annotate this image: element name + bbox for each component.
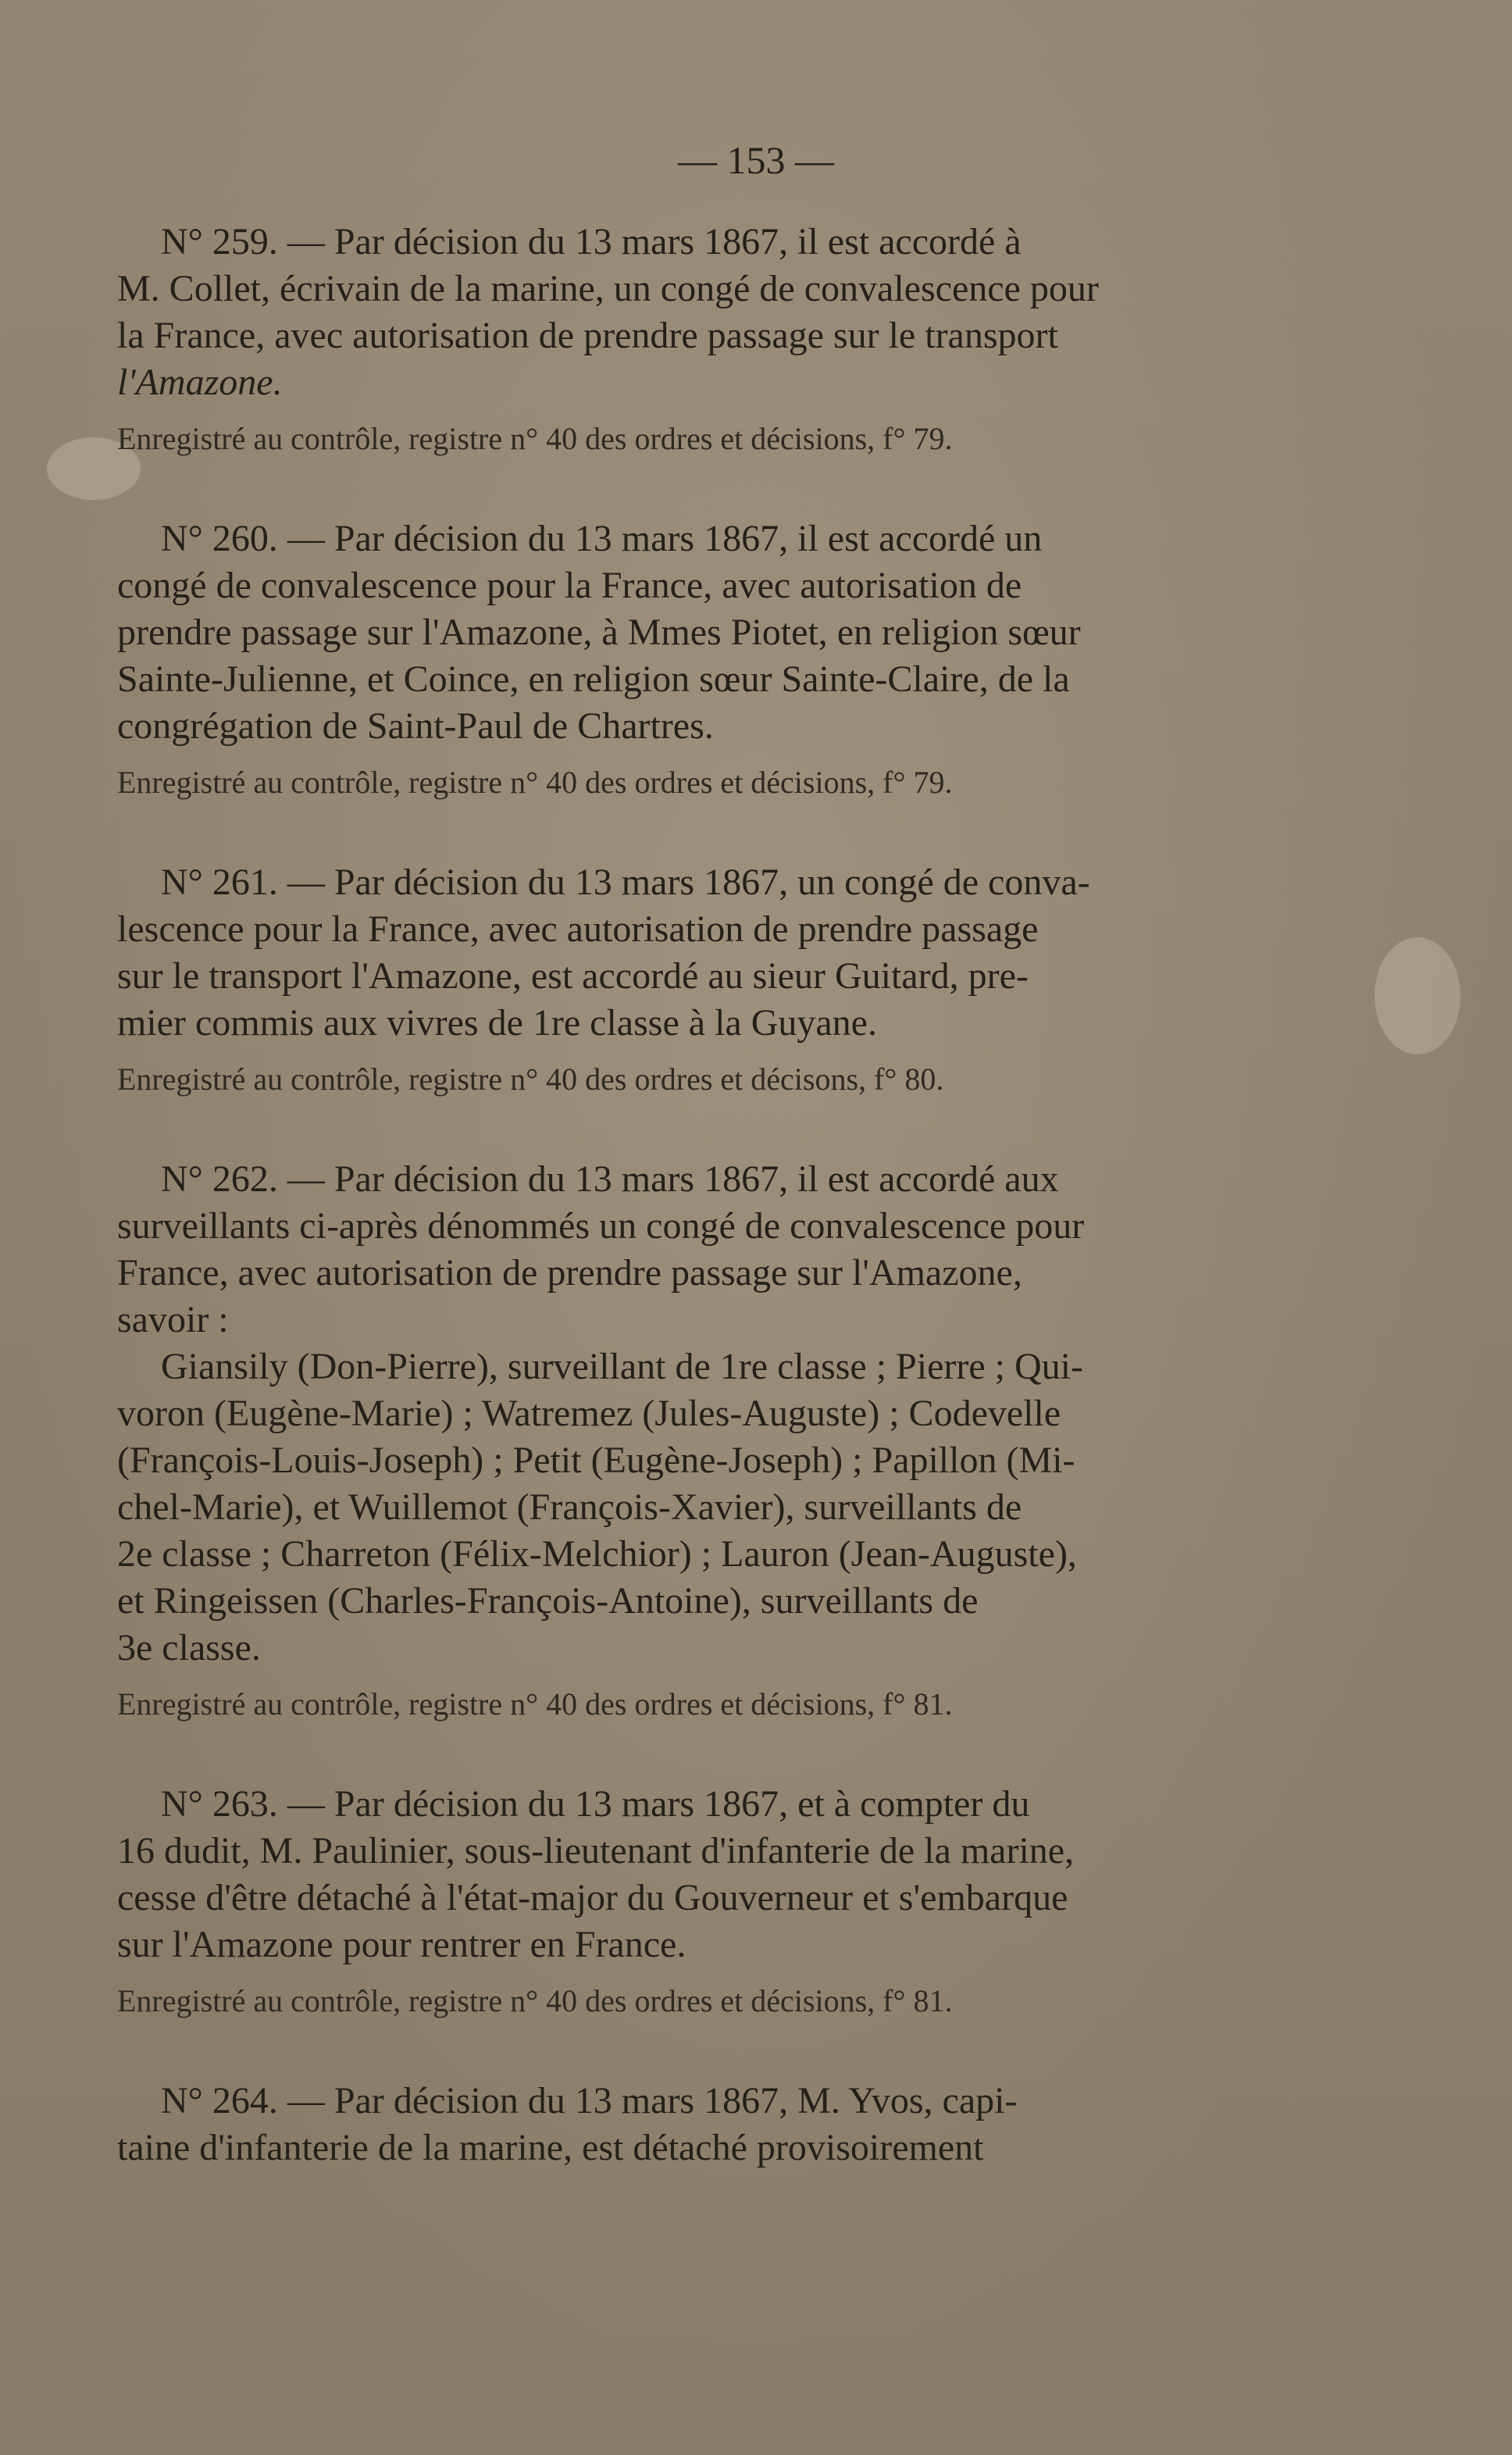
text-line: prendre passage sur l'Amazone, à Mmes Piotet, en religion sœur	[117, 612, 1081, 653]
decision-entry-260	[117, 516, 1289, 801]
text-line: 16 dudit, M. Paulinier, sous-lieutenant d'infanterie de la marine,	[117, 1830, 1075, 1872]
page-number: — 153 —	[678, 138, 834, 182]
text-line: et Ringeissen (Charles-François-Antoine), surveillants de	[117, 1580, 979, 1622]
text-line: voron (Eugène-Marie) ; Watremez (Jules-Auguste) ; Codevelle	[117, 1393, 1061, 1434]
text-line: N° 261. — Par décision du 13 mars 1867, un congé de conva-	[161, 862, 1090, 903]
text-line: lescence pour la France, avec autorisation de prendre passage	[117, 908, 1039, 950]
text-line: N° 264. — Par décision du 13 mars 1867, M. Yvos, capi-	[161, 2080, 1018, 2121]
decision-text	[117, 1781, 1289, 1968]
decision-text	[117, 1156, 1289, 1343]
decision-entry-262	[117, 1156, 1289, 1723]
text-line: savoir :	[117, 1299, 229, 1340]
text-line: la France, avec autorisation de prendre passage sur le transport	[117, 315, 1058, 356]
decision-text	[117, 2078, 1289, 2171]
text-line: (François-Louis-Joseph) ; Petit (Eugène-Joseph) ; Papillon (Mi-	[117, 1440, 1075, 1481]
text-line: cesse d'être détaché à l'état-major du Gouverneur et s'embarque	[117, 1877, 1068, 1918]
text-line: chel-Marie), et Wuillemot (François-Xavier), surveillants de	[117, 1486, 1022, 1528]
paper-stain	[1375, 937, 1460, 1054]
text-line: l'Amazone.	[117, 362, 283, 403]
text-line: Giansily (Don-Pierre), surveillant de 1re classe ; Pierre ; Qui-	[161, 1346, 1083, 1387]
decision-text	[117, 219, 1289, 406]
text-line: Sainte-Julienne, et Coince, en religion sœur Sainte-Claire, de la	[117, 658, 1070, 700]
text-line: sur le transport l'Amazone, est accordé au sieur Guitard, pre-	[117, 955, 1029, 997]
decision-entry-264	[117, 2078, 1289, 2171]
text-line: N° 259. — Par décision du 13 mars 1867, il est accordé à	[161, 221, 1022, 262]
registry-note: Enregistré au contrôle, registre n° 40 des ordres et décisons, f° 80.	[117, 1062, 944, 1097]
text-line: surveillants ci-après dénommés un congé de convalescence pour	[117, 1205, 1085, 1247]
registry-note: Enregistré au contrôle, registre n° 40 des ordres et décisions, f° 79.	[117, 421, 953, 456]
text-line: M. Collet, écrivain de la marine, un congé de convalescence pour	[117, 268, 1099, 309]
text-line: congrégation de Saint-Paul de Chartres.	[117, 705, 714, 747]
text-line: N° 262. — Par décision du 13 mars 1867, il est accordé aux	[161, 1158, 1059, 1200]
text-line: 2e classe ; Charreton (Félix-Melchior) ; Lauron (Jean-Auguste),	[117, 1533, 1077, 1575]
decision-entry-261	[117, 859, 1289, 1098]
surveillants-list	[117, 1343, 1289, 1672]
registry-note: Enregistré au contrôle, registre n° 40 des ordres et décisions, f° 79.	[117, 765, 953, 800]
registry-note: Enregistré au contrôle, registre n° 40 des ordres et décisions, f° 81.	[117, 1983, 953, 2018]
text-line: N° 263. — Par décision du 13 mars 1867, et à compter du	[161, 1783, 1030, 1825]
decision-text	[117, 516, 1289, 750]
registry-note: Enregistré au contrôle, registre n° 40 des ordres et décisions, f° 81.	[117, 1686, 953, 1722]
text-line: France, avec autorisation de prendre passage sur l'Amazone,	[117, 1252, 1022, 1294]
text-line: congé de convalescence pour la France, avec autorisation de	[117, 565, 1022, 606]
text-line: sur l'Amazone pour rentrer en France.	[117, 1924, 686, 1965]
text-line: taine d'infanterie de la marine, est détaché provisoirement	[117, 2127, 984, 2168]
text-line: N° 260. — Par décision du 13 mars 1867, il est accordé un	[161, 518, 1043, 559]
decision-text	[117, 859, 1289, 1047]
text-line: mier commis aux vivres de 1re classe à la Guyane.	[117, 1002, 877, 1044]
decision-entry-259	[117, 219, 1289, 458]
text-line: 3e classe.	[117, 1627, 261, 1668]
decision-entry-263	[117, 1781, 1289, 2020]
